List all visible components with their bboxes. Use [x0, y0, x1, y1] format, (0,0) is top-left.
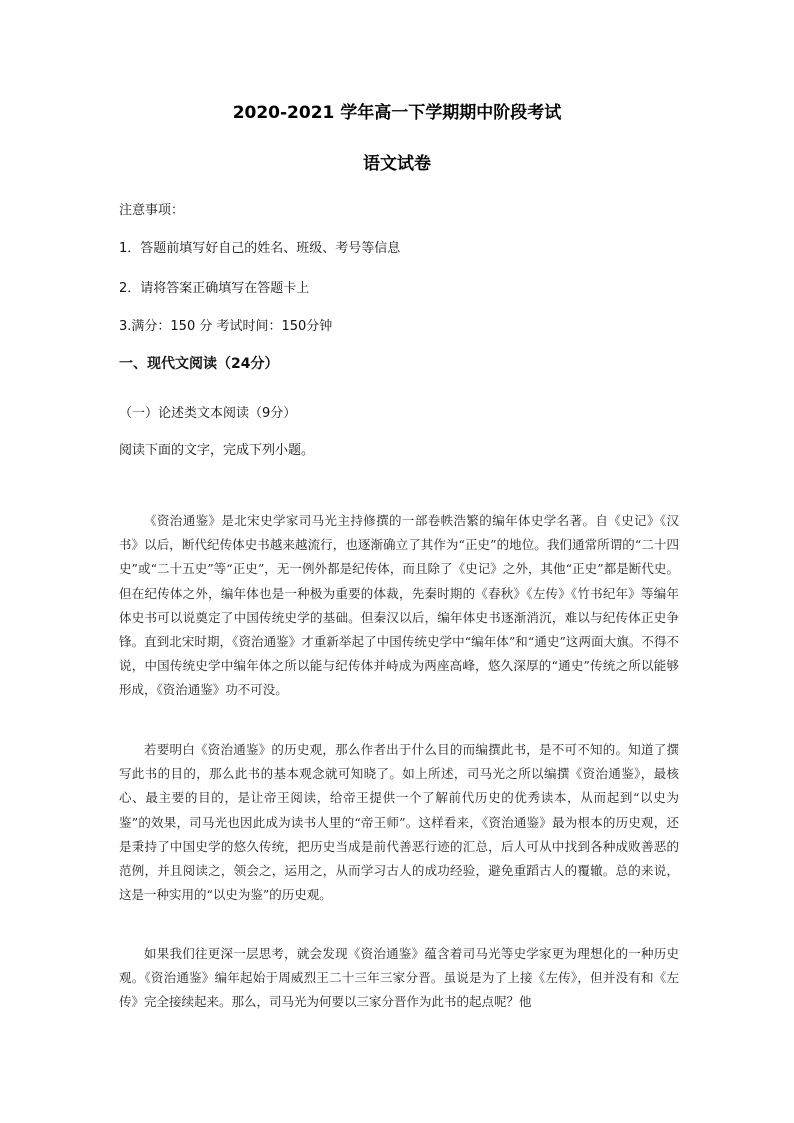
passage-paragraph: 若要明白《资治通鉴》的历史观，那么作者出于什么目的而编撰此书，是不可不知的。知道了撰写此书的目的，那么此书的基本观念就可知晓了。如上所述，司马光之所以编撰《资治通鉴》，最核心、最主要的目的，是让帝王阅读，给帝王提供一个了解前代历史的优秀读本，从而起到“以史为鉴”的效果，司马光也因此成为读书人里的“帝王师”。这样看来，《资治通鉴》最为根本的历史观，还是秉持了中国史学的悠久传统，把历史当成是前代善恶行迹的汇总，后人可从中找到各种成败善恶的范例，并且阅读之，领会之，运用之，从而学习古人的成功经验，避免重蹈古人的覆辙。总的来说，这是一种实用的“以史为鉴”的历史观。	[119, 742, 679, 903]
exam-title: 2020-2021 学年高一下学期期中阶段考试	[232, 103, 562, 123]
notice-item: 1．答题前填写好自己的姓名、班级、考号等信息	[119, 241, 401, 256]
notice-heading: 注意事项：	[119, 203, 185, 218]
subject-title: 语文试卷	[363, 154, 431, 174]
notice-item: 2．请将答案正确填写在答题卡上	[119, 281, 310, 296]
reading-instruction: 阅读下面的文字，完成下列小题。	[119, 443, 315, 458]
notice-item: 3.满分：150 分 考试时间：150分钟	[119, 319, 333, 334]
subsection-heading: （一）论述类文本阅读（9分）	[119, 406, 297, 421]
passage-paragraph: 如果我们往更深一层思考，就会发现《资治通鉴》蕴含着司马光等史学家更为理想化的一种历史观。《资治通鉴》编年起始于周威烈王二十三年三家分晋。虽说是为了上接《左传》，但并没有和《左传》完全接续起来。那么，司马光为何要以三家分晋作为此书的起点呢？他	[119, 946, 679, 1010]
passage-paragraph: 《资治通鉴》是北宋史学家司马光主持修撰的一部卷帙浩繁的编年体史学名著。自《史记》《汉书》以后，断代纪传体史书越来越流行，也逐渐确立了其作为“正史”的地位。我们通常所谓的“二十四史”或“二十五史”等“正史”，无一例外都是纪传体，而且除了《史记》之外，其他“正史”都是断代史。但在纪传体之外，编年体也是一种极为重要的体裁，先秦时期的《春秋》《左传》《竹书纪年》等编年体史书可以说奠定了中国传统史学的基础。但秦汉以后，编年体史书逐渐消沉，难以与纪传体正史争锋。直到北宋时期，《资治通鉴》才重新举起了中国传统史学中“编年体”和“通史”这两面大旗。不得不说，中国传统史学中编年体之所以能与纪传体并峙成为两座高峰，悠久深厚的“通史”传统之所以能够形成，《资治通鉴》功不可没。	[119, 513, 679, 698]
section-heading: 一、现代文阅读（24分）	[119, 356, 279, 372]
